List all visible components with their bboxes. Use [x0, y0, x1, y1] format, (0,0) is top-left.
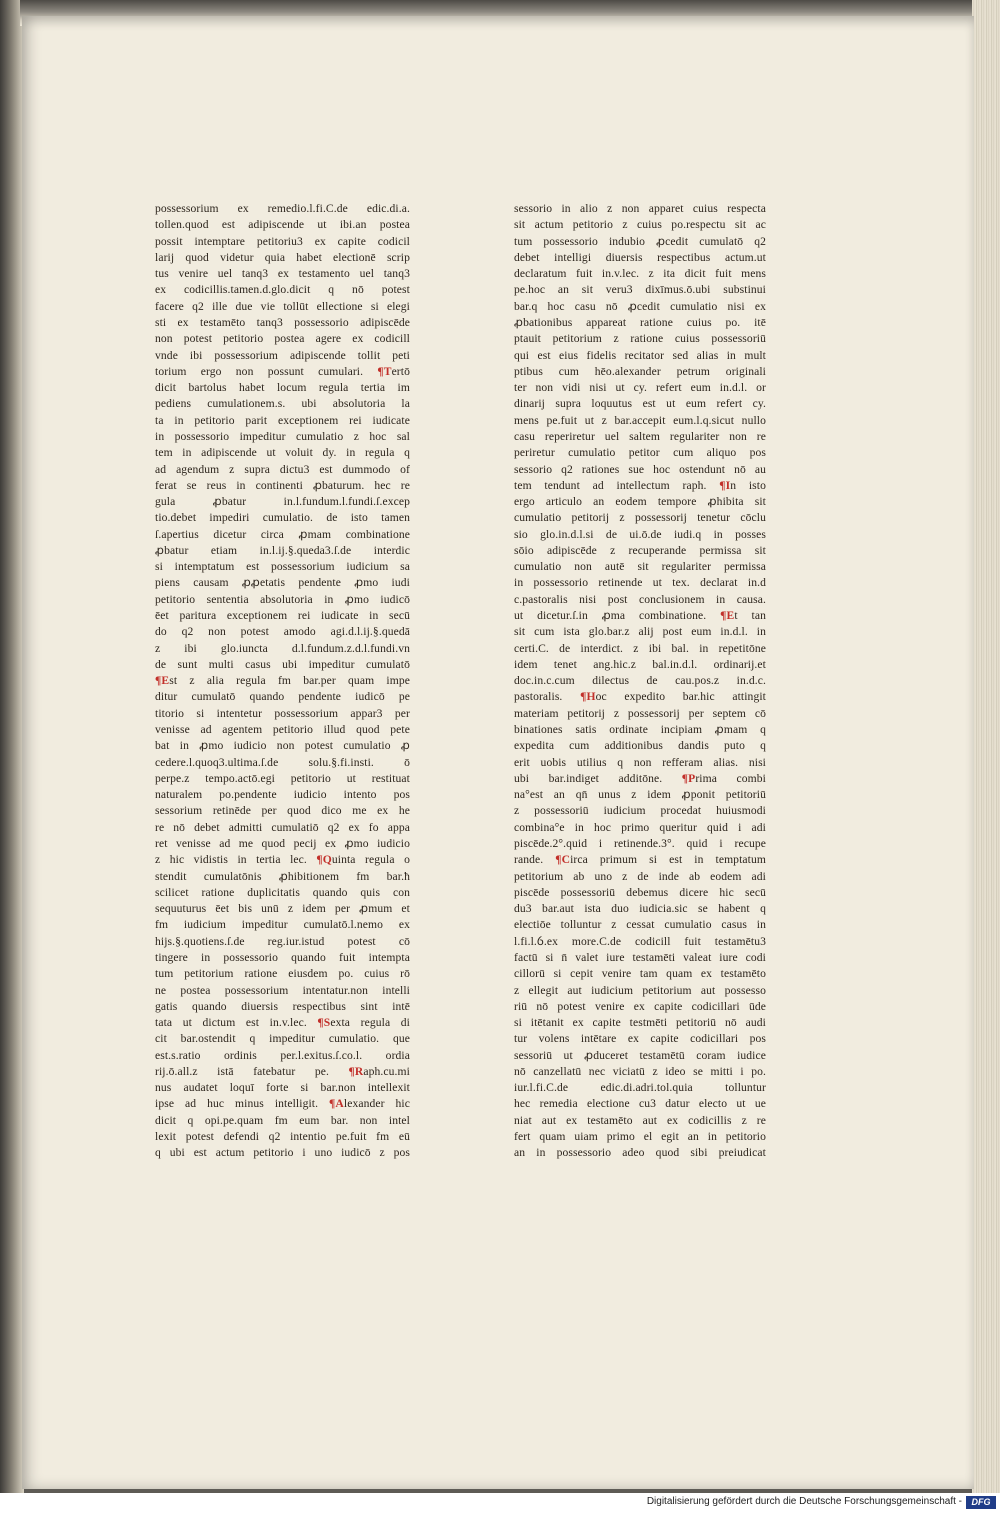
- text-line: mens pe.fuit ut z bar.accepit eum.l.q.sicut nullo: [514, 413, 766, 427]
- text-line: tio.debet impediri cumulatio. de isto tamen: [155, 511, 410, 525]
- text-line: hec remedia electione cu3 datur electo ut ue: [514, 1097, 766, 1111]
- text-line: cit bar.ostendit q impeditur cumulatio. que: [155, 1032, 410, 1046]
- text-line: naturalem po.pendente iudicio intento pos: [155, 788, 410, 802]
- text-line: non potest petitorio postea agere ex codicill: [155, 332, 410, 346]
- text-line: factū si n̄ valet iure testamēti valeat iure codi: [514, 950, 766, 964]
- text-line: tur volens intētare ex capite codicillari pos: [514, 1032, 766, 1046]
- text-line: stendit cumulatōnis ꝓhibitionem fm bar.ħ: [155, 869, 410, 883]
- text-line: scilicet ratione duplicitatis quando quis con: [155, 885, 410, 899]
- text-line: lexit potest defendi q2 intentio pe.fuit fm eū: [155, 1130, 410, 1144]
- rubric-mark: ¶H: [580, 690, 596, 704]
- text-line: ēet paritura exceptionem rei iudicate in secū: [155, 609, 410, 623]
- text-line: bar.q hoc casu nō ꝓcedit cumulatio nisi ex: [514, 299, 766, 313]
- text-line: dicit q opi.pe.quam fm eum bar. non intel: [155, 1113, 410, 1127]
- text-line: cumulatio non autē sit regulariter permissa: [514, 560, 766, 574]
- rubric-mark: ¶R: [348, 1064, 364, 1078]
- page-block-edge: [972, 0, 1000, 1493]
- text-line: piens causam ꝓꝓetatis pendente ꝓmo iudi: [155, 576, 410, 590]
- text-line: z possessoriū iudicium procedat huiusmodi: [514, 804, 766, 818]
- text-line: do q2 non potest amodo agi.d.l.ij.§.quedā: [155, 625, 410, 639]
- text-line: ſ.apertius dicetur circa ꝓmam combinatione: [155, 527, 410, 541]
- text-line: z ibi glo.iuncta d.l.fundum.z.d.l.fundi.vn: [155, 641, 410, 655]
- text-line: ipse ad huc minus intelligit. ¶Alexander hic: [155, 1097, 410, 1111]
- text-line: ret venisse ad me quod pecij ex ꝓmo iudicio: [155, 836, 410, 850]
- text-line: si intemptatum est possessorium iudicium sa: [155, 560, 410, 574]
- text-line: pastoralis. ¶Hoc expedito bar.hic attingit: [514, 690, 766, 704]
- rubric-mark: ¶A: [329, 1097, 344, 1111]
- text-line: ¶Est z alia regula fm bar.per quam impe: [155, 674, 410, 688]
- text-line: sessorium retinēde per quod dico me ex he: [155, 804, 410, 818]
- text-line: ptibus cum hēo.alexander petrum originali: [514, 364, 766, 378]
- rubric-mark: ¶P: [681, 771, 696, 785]
- text-line: titorio si intentetur possessorium appar3 per: [155, 706, 410, 720]
- text-line: tus venire uel tanq3 ex testamento uel tanq3: [155, 267, 410, 281]
- text-line: ꝓbationibus appareat ratione cuius po. itē: [514, 315, 766, 329]
- text-line: c.pastoralis nisi post conclusionem in causa.: [514, 592, 766, 606]
- text-line: ta in petitorio parit exceptionem rei iudicate: [155, 413, 410, 427]
- text-line: bat in ꝓmo iudicio non potest cumulatio ꝓ: [155, 739, 410, 753]
- text-line: tum possessorio indubio ꝓcedit cumulatō q2: [514, 234, 766, 248]
- footer-credit: Digitalisierung gefördert durch die Deutsche Forschungsgemeinschaft -: [646, 1496, 962, 1507]
- text-line: cillorū si cepit venire tam quam ex testamēto: [514, 967, 766, 981]
- text-line: an in possessorio adeo quod sibi preiudicat: [514, 1146, 766, 1160]
- text-line: iur.l.fi.C.de edic.di.adri.tol.quia tolluntur: [514, 1081, 766, 1095]
- text-line: periretur cumulatio petitor cum aliquo pos: [514, 446, 766, 460]
- text-line: erit uobis utilius q non refferam alias. nisi: [514, 755, 766, 769]
- rubric-mark: ¶T: [377, 364, 392, 378]
- text-line: tata ut dictum est in.v.lec. ¶Sexta regula di: [155, 1016, 410, 1030]
- text-line: materiam petitorij z possessorij per septem cō: [514, 706, 766, 720]
- rubric-mark: ¶C: [555, 853, 571, 867]
- text-line: certi.C. de interdict. z ibi bal. in repetitōne: [514, 641, 766, 655]
- text-line: re nō debet admitti cumulatiō q2 ex fo appa: [155, 820, 410, 834]
- text-line: binationes satis ordinate incipiam ꝓmam q: [514, 723, 766, 736]
- text-line: ꝓbatur etiam in.l.ij.§.queda3.ſ.de interdic: [155, 543, 410, 557]
- text-line: fert quam uiam primo el egit an in petitorio: [514, 1130, 766, 1144]
- text-line: in possessorio retinende ut tex. declarat in.d: [514, 576, 766, 590]
- rubric-mark: ¶E: [720, 609, 735, 623]
- book-page: [22, 16, 974, 1489]
- text-line: possessorium ex remedio.l.fi.C.de edic.di.a.: [155, 202, 410, 215]
- text-line: idem tenet ang.hic.z bal.in.d.l. ordinarij.et: [514, 657, 766, 671]
- text-line: possit intemptare petitoriu3 ex capite codicil: [155, 234, 410, 248]
- text-line: piscēde.2°.quid i retinende.3°. quid i recupe: [514, 836, 766, 850]
- text-column-right: [514, 201, 766, 1162]
- rubric-mark: ¶S: [317, 1016, 331, 1030]
- text-line: fm iudicium impeditur cumulatō.l.nemo ex: [155, 918, 410, 932]
- text-line: electiōe tolluntur z cessat cumulatio casus in: [514, 918, 766, 932]
- text-line: piscēde possessoriū debemus dicere hic secū: [514, 885, 766, 899]
- rubric-mark: ¶I: [719, 478, 731, 492]
- dfg-logo: DFG: [966, 1496, 996, 1509]
- text-line: doc.in.c.cum dilectus de cau.pos.z in.d.c.: [514, 674, 766, 688]
- text-line: tingere in possessorio quando fuit intempta: [155, 950, 410, 964]
- text-line: ferat se reus in continenti ꝓbaturum. hec re: [155, 478, 410, 492]
- text-line: tum petitorium ratione eiusdem po. cuius rō: [155, 967, 410, 981]
- text-line: casu reperiretur uel saltem regulariter non re: [514, 429, 766, 443]
- text-line: z hic vidistis in tertia lec. ¶Quinta regula o: [155, 853, 410, 867]
- text-line: tollen.quod est adipiscende ut ibi.an postea: [155, 218, 410, 232]
- text-column-left: [155, 201, 410, 1162]
- text-line: est.s.ratio ordinis per.l.exitus.ſ.co.l. ordia: [155, 1048, 410, 1062]
- text-line: expedita cum additionibus dandis puto q: [514, 739, 766, 753]
- text-line: sessorio q2 rationes sue hoc ostendunt nō au: [514, 462, 766, 476]
- text-line: si itētanit ex capite testmēti petitoriū nō audi: [514, 1016, 766, 1030]
- text-line: sessorio in alio z non apparet cuius respecta: [514, 202, 766, 215]
- text-line: de sunt multi casus ubi impeditur cumulatō: [155, 657, 410, 671]
- text-line: torium ergo non possunt cumulari. ¶Tertō: [155, 364, 410, 378]
- text-line: tem in adipiscende ut voluit dy. in regula q: [155, 446, 410, 460]
- text-line: tem tendunt ad intellectum raph. ¶In isto: [514, 478, 766, 492]
- text-line: larij quod videtur quia habet electionē scrip: [155, 250, 410, 264]
- text-line: pe.hoc an sit veru3 dixīmus.ō.ubi substinui: [514, 283, 766, 297]
- text-line: hijs.§.quotiens.ſ.de reg.iur.istud potest cō: [155, 934, 410, 948]
- text-line: sit cum ista glo.bar.z alij post eum in.d.l. in: [514, 625, 766, 639]
- text-line: z ellegit aut iudicium petitorium aut possesso: [514, 983, 766, 997]
- text-line: ergo articulo an eodem tempore ꝓhibita sit: [514, 495, 766, 509]
- text-line: nus audatet loquī forte si bar.non intellexit: [155, 1081, 410, 1095]
- text-line: in possessorio impeditur cumulatio z hoc sal: [155, 429, 410, 443]
- text-line: sōio adipiscēde z recuperande permissa sit: [514, 543, 766, 557]
- text-line: sti ex testamēto tanq3 possessorio adipiscēde: [155, 315, 410, 329]
- text-line: gula ꝓbatur in.l.fundum.l.fundi.ſ.excep: [155, 495, 410, 509]
- text-line: ut dicetur.ſ.in ꝓma combinatione. ¶Et tan: [514, 609, 766, 623]
- text-line: ad agendum z supra dictu3 est dummodo of: [155, 462, 410, 476]
- text-line: ditur cumulatō quando pendente iudicō pe: [155, 690, 410, 704]
- rubric-mark: ¶Q: [316, 853, 332, 867]
- text-line: petitorio sententia absolutoria in ꝓmo iudicō: [155, 592, 410, 606]
- text-line: sequuturus ēet bis unū z idem per ꝓmum et: [155, 902, 410, 916]
- text-line: vnde ibi possessorium adipiscende tollit peti: [155, 348, 410, 362]
- text-line: rande. ¶Circa primum si est in temptatum: [514, 853, 766, 867]
- text-line: perpe.z tempo.actō.egi petitorio ut restituat: [155, 771, 410, 785]
- text-line: declaratum fuit in.v.lec. z ita dicit fuit mens: [514, 267, 766, 281]
- text-line: combina°e in hoc primo queritur quid i adi: [514, 820, 766, 834]
- text-line: ter non vidi nisi ut cy. refert eum in.d.l. or: [514, 381, 766, 395]
- text-line: rij.ō.all.z istā fatebatur pe. ¶Raph.cu.mi: [155, 1064, 410, 1078]
- text-line: gatis quando diuersis respectibus sint intē: [155, 999, 410, 1013]
- rubric-mark: ¶E: [155, 674, 170, 688]
- book-spine-edge: [0, 0, 24, 1493]
- text-line: facere q2 ille due vie tollūt ellectione si elegi: [155, 299, 410, 313]
- text-line: dinarij supra loquutus est ut eum refert cy.: [514, 397, 766, 411]
- text-line: sessoriū ut ꝓduceret testamētū coram iudice: [514, 1048, 766, 1062]
- text-line: ex codicillis.tamen.d.glo.dicit q nō potest: [155, 283, 410, 297]
- text-line: venisse ad agentem petitorio illud quod pete: [155, 723, 410, 736]
- text-line: pediens cumulationem.s. ubi absolutoria la: [155, 397, 410, 411]
- text-line: nō canzellatū nec viciatū z ideo se mitti i po.: [514, 1064, 766, 1078]
- footer-bar: [0, 1493, 1000, 1513]
- text-line: du3 bar.aut ista duo iudicia.sic se habent q: [514, 902, 766, 916]
- text-line: na°est an qn̄ unus z idem ꝓponit petitoriū: [514, 788, 766, 802]
- text-line: ptauit petitorium z ratione cuius possessoriū: [514, 332, 766, 346]
- text-line: ubi bar.indiget additōne. ¶Prima combi: [514, 771, 766, 785]
- text-line: dicit bartolus habet locum regula tertia im: [155, 381, 410, 395]
- text-line: ne postea possessorium intentatur.non intelli: [155, 983, 410, 997]
- text-line: petitorium ab uno z de inde ab eodem adi: [514, 869, 766, 883]
- text-line: sit actum petitorio z cuius po.respectu sit ac: [514, 218, 766, 232]
- text-line: niat aut ex testamēto aut ex codicillis z re: [514, 1113, 766, 1127]
- text-line: riū nō potest venire ex capite codicillari ūde: [514, 999, 766, 1013]
- text-line: debet intelligi diuersis respectibus actum.ut: [514, 250, 766, 264]
- text-line: cumulatio petitorij z possessorij tenetur cōclu: [514, 511, 766, 525]
- text-line: cedere.l.quoq3.ultima.ſ.de solu.§.fi.insti. ō: [155, 755, 410, 769]
- text-line: l.fi.l.ỽ.ex more.C.de codicill fuit testamētu3: [514, 934, 766, 948]
- text-line: q ubi est actum petitorio i uno iudicō z pos: [155, 1146, 410, 1160]
- text-line: sio glo.in.d.l.si de ui.ō.de iudi.q in posses: [514, 527, 766, 541]
- text-line: qui est eius fidelis recitator sed alias in mult: [514, 348, 766, 362]
